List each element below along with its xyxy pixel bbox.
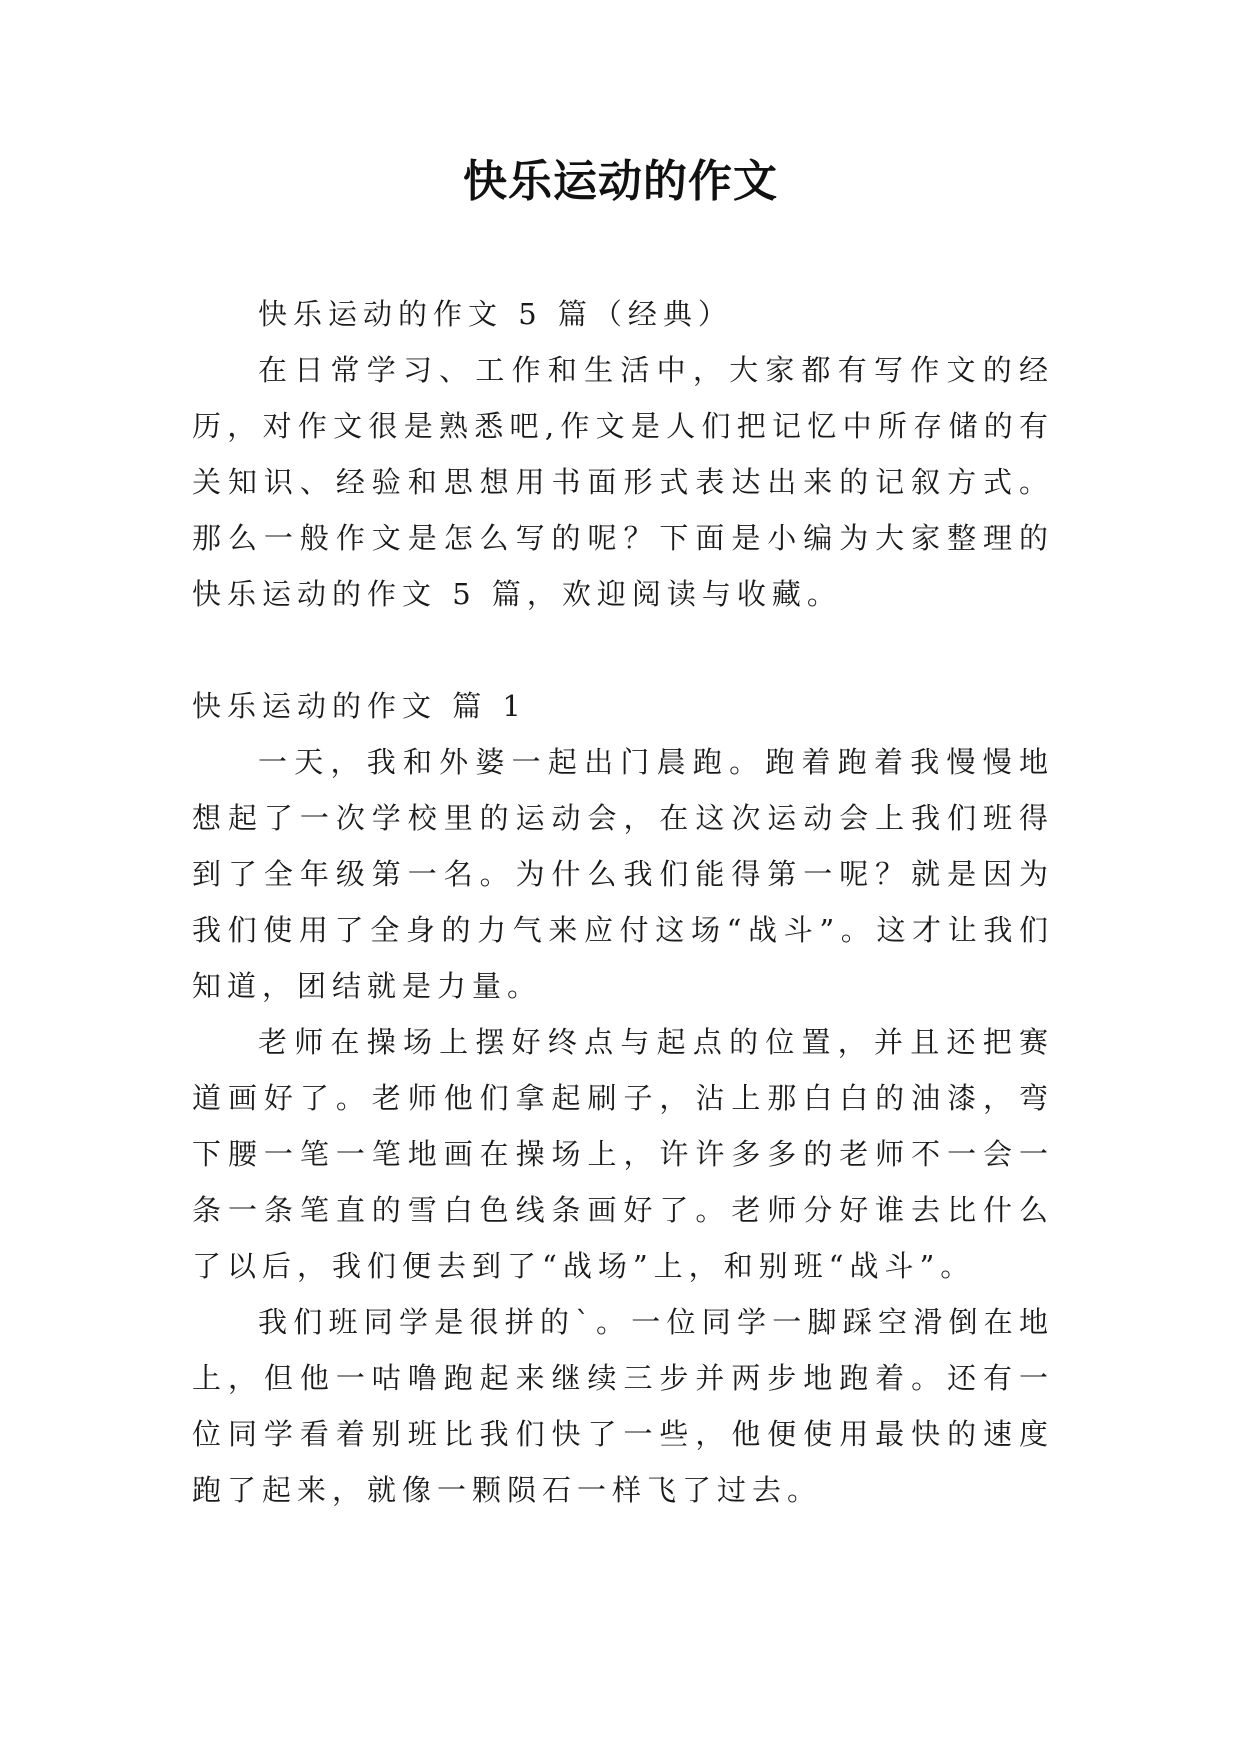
section-paragraph: 老师在操场上摆好终点与起点的位置，并且还把赛道画好了。老师他们拿起刷子，沾上那白白的油漆，弯下腰一笔一笔地画在操场上，许许多多的老师不一会一条一条笔直的雪白色线条画好了。老师分好谁去比什么了以后，我们便去到了“战场”上，和别班“战斗”。 [192, 1025, 1054, 1283]
section-heading: 快乐运动的作文 篇 1 [192, 689, 527, 723]
section-paragraph: 一天，我和外婆一起出门晨跑。跑着跑着我慢慢地想起了一次学校里的运动会，在这次运动会上我们班得到了全年级第一名。为什么我们能得第一呢？就是因为我们使用了全身的力气来应付这场“战斗”。这才让我们知道，团结就是力量。 [192, 745, 1054, 1003]
document-body [192, 286, 1054, 1518]
document-title: 快乐运动的作文 [463, 156, 778, 207]
intro-paragraph: 在日常学习、工作和生活中，大家都有写作文的经历，对作文很是熟悉吧,作文是人们把记忆中所存储的有关知识、经验和思想用书面形式表达出来的记叙方式。那么一般作文是怎么写的呢？下面是小编为大家整理的快乐运动的作文 5 篇，欢迎阅读与收藏。 [192, 353, 1054, 611]
document-subtitle: 快乐运动的作文 5 篇（经典） [258, 297, 733, 331]
section-paragraph: 我们班同学是很拼的`。一位同学一脚踩空滑倒在地上，但他一咕噜跑起来继续三步并两步地跑着。还有一位同学看着别班比我们快了一些，他便使用最快的速度跑了起来，就像一颗陨石一样飞了过去。 [192, 1305, 1054, 1507]
